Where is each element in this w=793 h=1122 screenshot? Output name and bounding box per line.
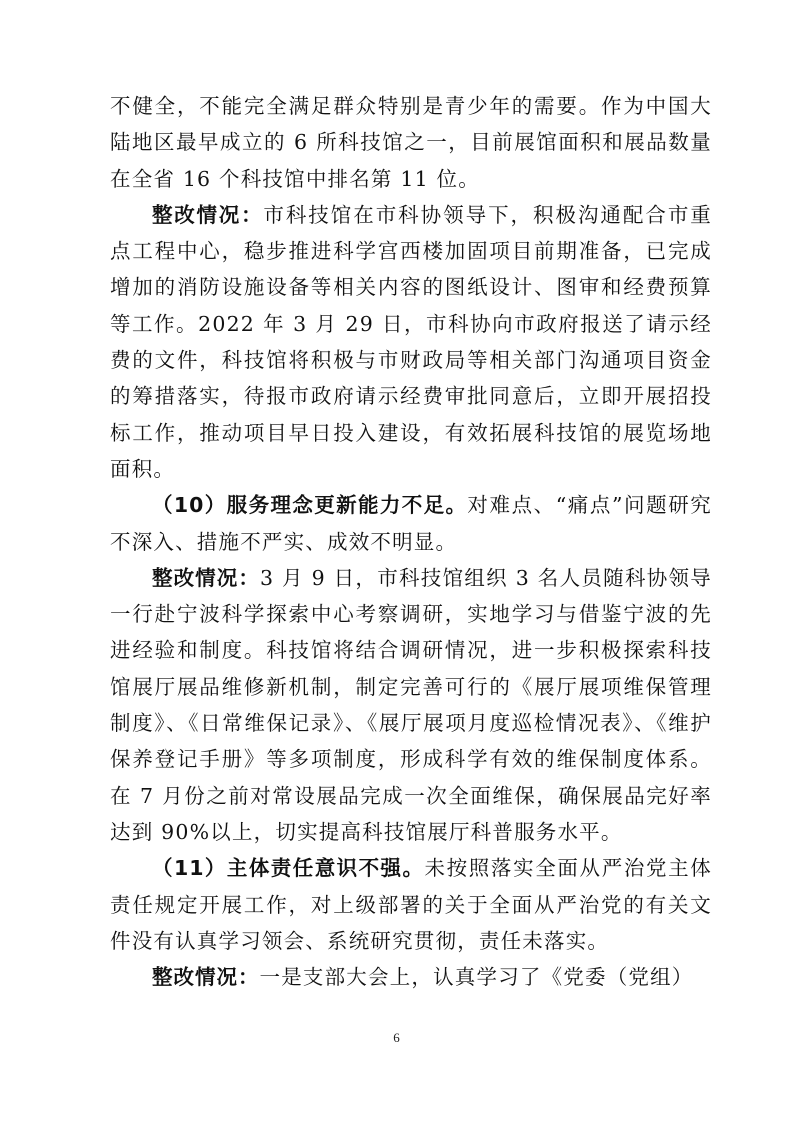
paragraph-label: （11）主体责任意识不强。: [152, 856, 425, 881]
paragraph-text: 一是支部大会上，认真学习了《党委（党组）: [259, 965, 694, 990]
paragraph-text: 未按照落实全面从严治党主体责任规定开展工作，对上级部署的关于全面从严治党的有关文件没有认真学习领会、系统研究贯彻，责任未落实。: [110, 856, 712, 953]
document-body: [110, 88, 712, 995]
paragraph-label: 整改情况：: [152, 565, 260, 590]
paragraph-text: 不健全，不能完全满足群众特别是青少年的需要。作为中国大陆地区最早成立的 6 所科技馆之一，目前展馆面积和展品数量在全省 16 个科技馆中排名第 11 位。: [110, 94, 712, 191]
paragraph-rectification-3: [110, 959, 712, 995]
paragraph-continuation: [110, 88, 712, 197]
page-number: 6: [393, 1030, 400, 1045]
paragraph-label: （10）服务理念更新能力不足。: [152, 493, 468, 518]
paragraph-text: 3 月 9 日，市科技馆组织 3 名人员随科协领导一行赴宁波科学探索中心考察调研，实地学习与借鉴宁波的先进经验和制度。科技馆将结合调研情况，进一步积极探索科技馆展厅展品维修新机制，制定完善可行的《展厅展项维保管理制度》、《日常维保记录》、《展厅展项月度巡检情况表》、《维护保养登记手册》等多项制度，形成科学有效的维保制度体系。在 7 月份之前对常设展品完成一次全面维保，确保展品完好率达到 90%以上，切实提高科技馆展厅科普服务水平。: [110, 565, 713, 844]
paragraph-label: 整改情况：: [152, 965, 260, 990]
paragraph-rectification-1: [110, 197, 712, 487]
paragraph-rectification-2: [110, 560, 712, 850]
paragraph-text: 市科技馆在市科协领导下，积极沟通配合市重点工程中心，稳步推进科学宫西楼加固项目前期准备，已完成增加的消防设施设备等相关内容的图纸设计、图审和经费预算等工作。2022 年 3 月 29 日，市科协向市政府报送了请示经费的文件，科技馆将积极与市财政局等相关部门沟通项目资金的筹措落实，待报市政府请示经费审批同意后，立即开展招投标工作，推动项目早日投入建设，有效拓展科技馆的展览场地面积。: [110, 202, 713, 481]
paragraph-issue-11: [110, 850, 712, 959]
paragraph-label: 整改情况：: [152, 202, 264, 227]
paragraph-issue-10: [110, 487, 712, 560]
paragraph-text: 对难点、“痛点”问题研究不深入、措施不严实、成效不明显。: [110, 493, 712, 554]
